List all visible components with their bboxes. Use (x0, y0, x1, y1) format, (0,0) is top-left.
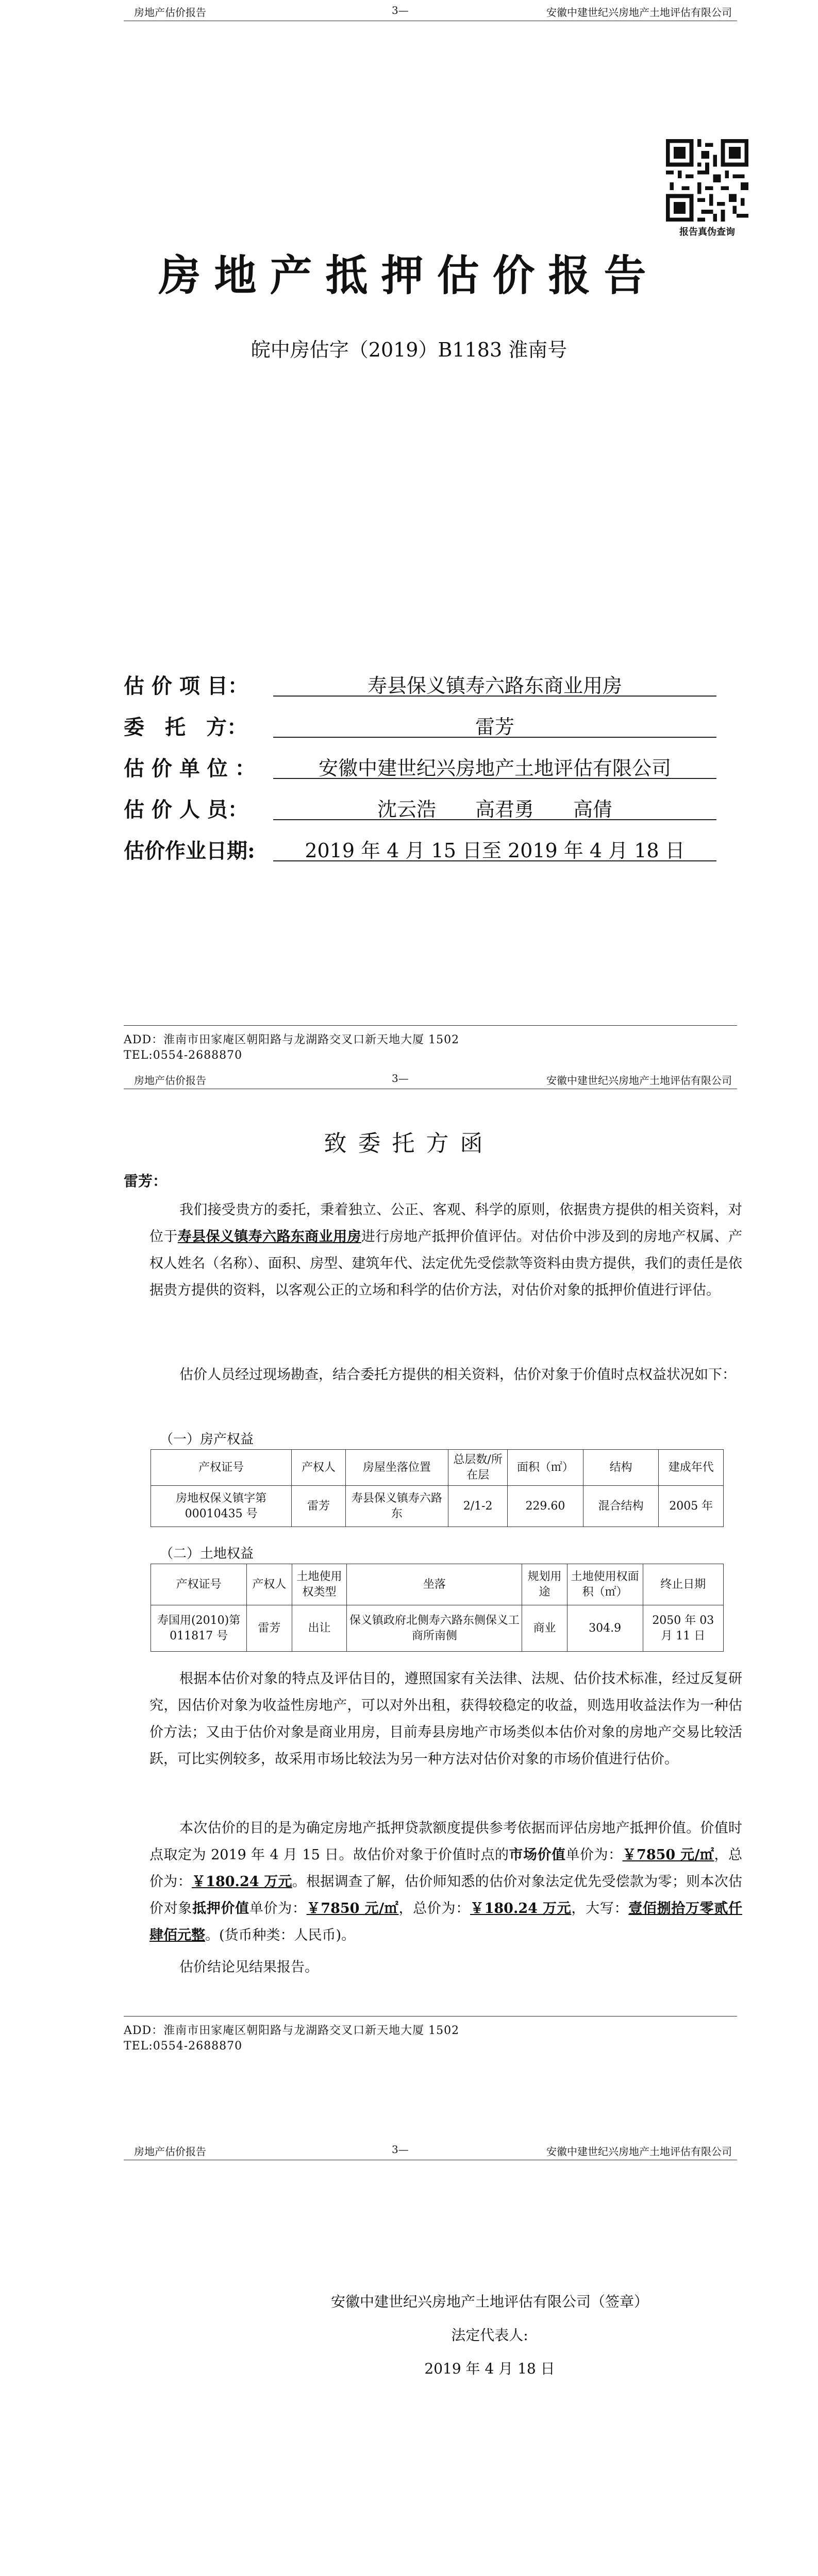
mortgage-value-label: 抵押价值 (192, 1901, 249, 1917)
header-left: 房地产估价报告 (134, 1074, 206, 1087)
header-left: 房地产估价报告 (134, 6, 206, 19)
footer-address: ADD：淮南市田家庵区朝阳路与龙湖路交叉口新天地大厦 1502 (124, 1033, 460, 1046)
field-label: 估 价 项 目： (124, 674, 248, 698)
header-cell: 终止日期 (643, 1564, 723, 1605)
field-value: 沈云浩 高君勇 高倩 (273, 793, 716, 820)
qr-caption: 报告真伪查询 (679, 227, 735, 238)
letter-title: 致委托方函 (324, 1130, 494, 1157)
footer-tel: TEL:0554-2688870 (124, 1049, 243, 1062)
section-house-rights: （一）房产权益 (160, 1432, 254, 1447)
field-label: 估 价 人 员： (124, 798, 248, 822)
field-label: 估 价 单 位 ： (124, 756, 256, 781)
legal-representative: 法定代表人: (451, 2327, 528, 2344)
text: 进行房地产抵押价值评估。对估价中涉及到的房地产权属、产权人姓名（名称）、面积、房型、建筑年代、法定优先受偿款等资料由贵方提供，我们的责任是依据贵方提供的资料，以客观公正的立场和科学的估价方法，对估价对象的抵押价值进行评估。 (149, 1229, 743, 1298)
page-header (124, 2139, 737, 2160)
section-land-rights: （二）土地权益 (160, 1546, 254, 1562)
header-cell: 坐落 (347, 1564, 522, 1605)
signature-page (0, 2136, 818, 2576)
header-cell: 产权人 (247, 1564, 292, 1605)
header-cell: 土地使用权类型 (292, 1564, 347, 1605)
text: 。根据调查了解，估价师知悉的估价对象法定优先受偿款为零；则本次估价对象 (149, 1874, 743, 1917)
cell: 2005 年 (659, 1486, 724, 1527)
header-cell: 总层数/所在层 (448, 1450, 508, 1486)
page-header (124, 1068, 737, 1089)
field-appraiser-unit (124, 752, 742, 783)
text: ，总价为： (398, 1901, 470, 1917)
field-project (124, 670, 742, 701)
header-cell: 产权证号 (151, 1450, 292, 1486)
cell: 寿县保义镇寿六路东 (345, 1486, 448, 1527)
page-header (124, 0, 737, 21)
text: 。(货币种类：人民币)。 (205, 1927, 356, 1943)
field-appraisers (124, 793, 742, 824)
signing-date: 2019 年 4 月 18 日 (424, 2360, 555, 2377)
signing-company: 安徽中建世纪兴房地产土地评估有限公司（签章） (330, 2293, 648, 2310)
paragraph-conclusion (149, 1815, 742, 1949)
header-cell: 房屋坐落位置 (345, 1450, 448, 1486)
document-number: 皖中房估字（2019）B1183 淮南号 (251, 338, 567, 361)
paragraph-intro (149, 1197, 742, 1304)
header-company: 安徽中建世纪兴房地产土地评估有限公司 (546, 1074, 732, 1087)
text: ，总价为： (149, 1847, 743, 1890)
cover-page (0, 0, 818, 1068)
header-cell: 产权人 (292, 1450, 345, 1486)
footer-tel: TEL:0554-2688870 (124, 2040, 243, 2053)
header-cell: 面积（㎡） (508, 1450, 583, 1486)
qr-code-icon[interactable] (666, 139, 748, 222)
header-page-number: 3— (392, 1072, 409, 1084)
cell: 寿国用(2010)第011817 号 (151, 1605, 247, 1652)
field-client (124, 711, 742, 742)
header-cell: 建成年代 (659, 1450, 724, 1486)
paragraph-see-results: 估价结论见结果报告。 (179, 1959, 319, 1975)
cell: 保义镇政府北侧寿六路东侧保义工商所南侧 (347, 1605, 522, 1652)
cell: 雷芳 (292, 1486, 345, 1527)
header-company: 安徽中建世纪兴房地产土地评估有限公司 (546, 2145, 732, 2158)
header-page-number: 3— (392, 2143, 409, 2156)
header-company: 安徽中建世纪兴房地产土地评估有限公司 (546, 6, 732, 19)
field-label: 委 托 方： (124, 715, 247, 739)
text: 我们接受贵方的委托，秉着独立、公正、客观、科学的原则，依据贵方提供的相关资料，对位于 (149, 1202, 742, 1245)
header-cell: 规划用途 (522, 1564, 567, 1605)
report-title: 房地产抵押估价报告 (158, 251, 660, 300)
cell: 2/1-2 (448, 1486, 508, 1527)
cell: 2050 年 03 月 11 日 (643, 1605, 723, 1652)
mortgage-unit-price: ￥7850 元/㎡ (306, 1901, 399, 1917)
cell: 229.60 (508, 1486, 583, 1527)
cell: 雷芳 (247, 1605, 292, 1652)
letter-page (0, 1068, 818, 2136)
field-value: 安徽中建世纪兴房地产土地评估有限公司 (273, 752, 716, 779)
text: 本次估价的目的是为确定房地产抵押贷款额度提供参考依据而评估房地产抵押价值。价值时点取定为 2019 年 4 月 15 日。故估价对象于价值时点的 (149, 1820, 742, 1863)
text: ，大写： (571, 1901, 629, 1917)
letter-salutation: 雷芳： (124, 1173, 168, 1190)
paragraph-survey: 估价人员经过现场勘查，结合委托方提供的相关资料，估价对象于价值时点权益状况如下： (179, 1367, 736, 1383)
land-rights-table (151, 1564, 724, 1652)
table-header-row (151, 1450, 724, 1486)
header-cell: 产权证号 (151, 1564, 247, 1605)
market-unit-price: ￥7850 元/㎡ (622, 1847, 714, 1863)
field-work-period (124, 835, 742, 866)
market-value-label: 市场价值 (509, 1847, 566, 1863)
amount-in-words: 壹佰捌拾万零贰仟肆佰元整 (149, 1901, 743, 1943)
paragraph-method: 根据本估价对象的特点及评估目的，遵照国家有关法律、法规、估价技术标准，经过反复研究，因估价对象为收益性房地产，可以对外出租，获得较稳定的收益，则选用收益法作为一种估价方法；又由于估价对象是商业用房，目前寿县房地产市场类似本估价对象的房地产交易比较活跃，可比实例较多，故采用市场比较法为另一种方法对估价对象的市场价值进行估价。 (149, 1671, 742, 1767)
field-label: 估价作业日期: (124, 839, 255, 863)
cell: 出让 (292, 1605, 347, 1652)
property-name: 寿县保义镇寿六路东商业用房 (177, 1229, 361, 1245)
header-page-number: 3— (392, 4, 409, 16)
header-cell: 结构 (583, 1450, 659, 1486)
house-rights-table (151, 1449, 724, 1527)
field-value: 寿县保义镇寿六路东商业用房 (273, 670, 716, 697)
table-header-row (151, 1564, 724, 1605)
table-row (151, 1486, 724, 1527)
field-value: 2019 年 4 月 15 日至 2019 年 4 月 18 日 (273, 835, 716, 861)
cell: 商业 (522, 1605, 567, 1652)
mortgage-total-price: ￥180.24 万元 (470, 1901, 572, 1917)
cell: 304.9 (567, 1605, 643, 1652)
field-value: 雷芳 (273, 711, 716, 738)
table-row (151, 1605, 724, 1652)
header-cell: 土地使用权面积（㎡） (567, 1564, 643, 1605)
cell: 房地权保义镇字第00010435 号 (151, 1486, 292, 1527)
header-left: 房地产估价报告 (134, 2145, 206, 2158)
page-footer (124, 1025, 737, 1064)
market-total-price: ￥180.24 万元 (191, 1874, 292, 1890)
footer-address: ADD：淮南市田家庵区朝阳路与龙湖路交叉口新天地大厦 1502 (124, 2024, 460, 2037)
text: 单价为： (249, 1901, 307, 1917)
page-footer (124, 2016, 737, 2055)
text: 单价为： (565, 1847, 623, 1863)
cell: 混合结构 (583, 1486, 659, 1527)
